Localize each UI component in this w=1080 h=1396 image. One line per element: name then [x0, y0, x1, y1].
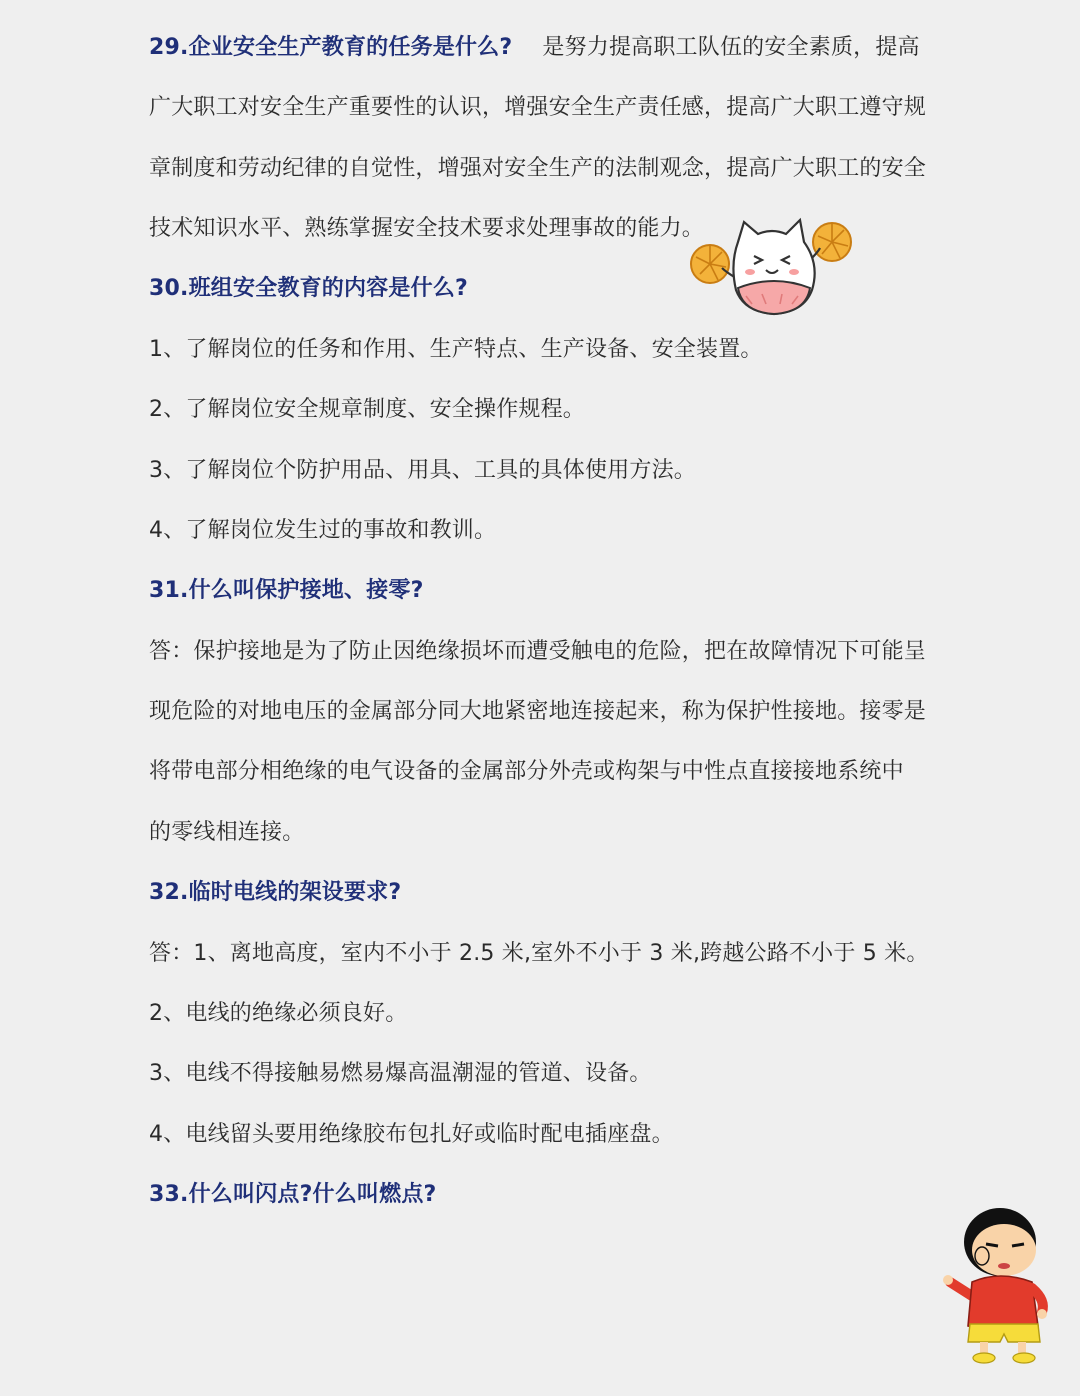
- answer-31-line-2: 现危险的对地电压的金属部分同大地紧密地连接起来，称为保护性接地。接零是: [149, 699, 927, 724]
- answer-29-line-2: 广大职工对安全生产重要性的认识，增强安全生产责任感，提高广大职工遵守规: [149, 95, 927, 120]
- question-33-title: 33.什么叫闪点?什么叫燃点?: [149, 1182, 437, 1207]
- left-pompom-icon: [691, 245, 729, 283]
- answer-32-item-1: 答：1、离地高度，室内不小于 2.5 米,室外不小于 3 米,跨越公路不小于 5 米。: [149, 941, 929, 966]
- answer-31-line-3: 将带电部分相绝缘的电气设备的金属部分外壳或构架与中性点直接接地系统中: [149, 759, 904, 784]
- question-30-title: 30.班组安全教育的内容是什么?: [149, 276, 468, 301]
- question-31-title: 31.什么叫保护接地、接零?: [149, 578, 424, 603]
- answer-31-line-4: 的零线相连接。: [149, 820, 305, 845]
- question-29-title: 29.企业安全生产教育的任务是什么?: [149, 35, 513, 60]
- answer-30-item-1: 1、了解岗位的任务和作用、生产特点、生产设备、安全装置。: [149, 337, 763, 362]
- answer-30-item-2: 2、了解岗位安全规章制度、安全操作规程。: [149, 397, 585, 422]
- answer-30-item-3: 3、了解岗位个防护用品、用具、工具的具体使用方法。: [149, 458, 696, 483]
- answer-31-line-1: 答：保护接地是为了防止因绝缘损坏而遭受触电的危险，把在故障情况下可能呈: [149, 639, 927, 664]
- question-32-title: 32.临时电线的架设要求?: [149, 880, 402, 905]
- answer-30-item-4: 4、了解岗位发生过的事故和教训。: [149, 518, 497, 543]
- question-29-line: [149, 33, 920, 63]
- answer-32-item-2: 2、电线的绝缘必须良好。: [149, 1001, 408, 1026]
- cheerleader-cat-sticker: [686, 212, 858, 320]
- answer-29-line-1: 是努力提高职工队伍的安全素质，提高: [542, 35, 920, 60]
- right-pompom-icon: [813, 223, 851, 261]
- answer-32-item-3: 3、电线不得接触易燃易爆高温潮湿的管道、设备。: [149, 1061, 652, 1086]
- cartoon-boy-sticker: [942, 1200, 1058, 1364]
- answer-29-line-4: 技术知识水平、熟练掌握安全技术要求处理事故的能力。: [149, 216, 705, 241]
- answer-32-item-4: 4、电线留头要用绝缘胶布包扎好或临时配电插座盘。: [149, 1122, 674, 1147]
- answer-29-line-3: 章制度和劳动纪律的自觉性，增强对安全生产的法制观念，提高广大职工的安全: [149, 156, 927, 181]
